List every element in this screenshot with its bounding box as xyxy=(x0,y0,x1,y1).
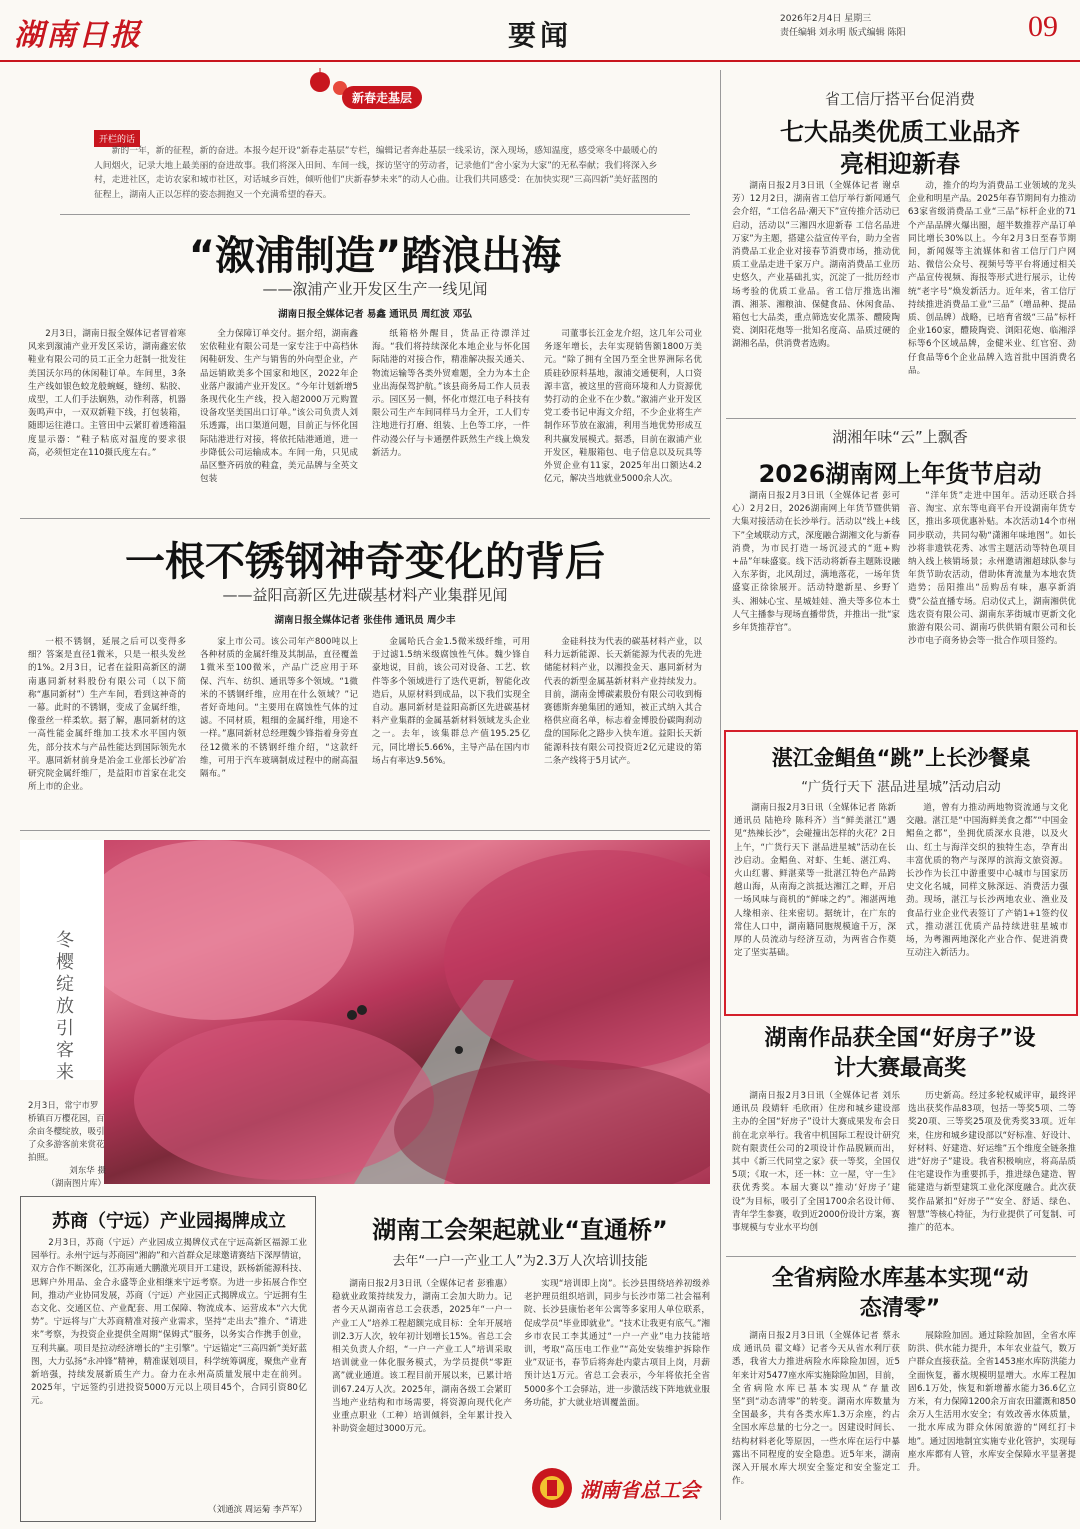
issue-date: 2026年2月4日 星期三 xyxy=(780,14,872,24)
bottom-mid-title: 湖南工会架起就业“直通桥” xyxy=(372,1216,668,1244)
cherry-blossom-photo xyxy=(104,840,710,1184)
article2-title: 一根不锈钢神奇变化的背后 xyxy=(125,539,605,585)
page-number: 09 xyxy=(1028,10,1058,43)
article1-col: 司董事长江金龙介绍，这几年公司业务逐年增长，去年实现销售额1800万美元。“除了拥有全国乃至全世界洲际名优质硅砂原料基地，溆浦交通便利，人口资源丰富，被这里的营商环境和人力资源优势打动的企业不在少数。”溆浦产业开发区党工委书记申海文介绍，不少企业将生产制作环节放在溆浦，利用当地优势形成互利共赢发展模式。据悉，目前在溆浦产业开发区，鞋服箱包、电子信息以及玩具等外贸企业有11家，2025年出口额达4.2亿元，解决当地就业5000余人次。 xyxy=(544,329,702,485)
article1-col: 全力保障订单交付。据介绍，湖南鑫宏依鞋业有限公司是一家专注于中高档休闲鞋研发、生产与销售的外向型企业，产品远销欧美多个国家和地区，2022年企业落户溆浦产业开发区。“今年计划新增5条现代化生产线，投入超2000万元购置设备攻坚美国出口订单。”该公司负责人刘乐透露，出口渠道问题，目前正与怀化国际陆港进行对接，将依托陆港通道，进一步降低公司运输成本。车间一角，只见成品区整齐码放的鞋盒，美元品牌与全英文包装 xyxy=(200,329,358,485)
left-bottom-box xyxy=(20,1196,316,1522)
union-logo xyxy=(530,1458,710,1518)
right2-kicker: 湖湘年味“云”上飘香 xyxy=(832,428,968,446)
photo-credit: 刘东华 摄 xyxy=(69,1166,106,1176)
right1-kicker: 省工信厅搭平台促消费 xyxy=(824,90,975,108)
photo-side-panel xyxy=(20,840,106,1083)
divider xyxy=(60,214,690,215)
photo-source: （湖南图片库） xyxy=(46,1179,106,1189)
intro-tag: 开栏的话 xyxy=(94,130,140,147)
right2-title: 2026湖南网上年货节启动 xyxy=(758,460,1042,488)
right4-col: 历史新高。经过多轮权威评审，最终评选出获奖作品83项，包括一等奖5项、二等奖20项、三等奖25项及优秀奖33项。近年来，住房和城乡建设部以“好标准、好设计、好材料、好建造、好运维”五个维度全链条推进“好房子”建设。我省积极响应，将高品质住宅建设作为重要抓手，推进绿色建造、智能建造与新型建筑工业化深度融合。此次获奖作品紧扣“好房子”“安全、舒适、绿色、智慧”等核心特征，为行业提供了可复制、可推广的范本。 xyxy=(908,1091,1076,1234)
divider xyxy=(20,518,710,519)
column-divider xyxy=(720,70,721,1520)
newspaper-logo: 湖南日报 xyxy=(14,18,142,53)
divider xyxy=(726,418,1076,419)
photo-title: 冬樱绽放引客来 xyxy=(56,930,74,1083)
article1-col: 纸箱格外醒目，货品正待漂洋过海。“我们将持续深化本地企业与怀化国际陆港的对接合作，精准解决报关通关、物流运输等各类外贸难题，全力为本土企业出海保驾护航。”该县商务局工作人员表示。园区另一侧，怀化市煜江电子科技有限公司生产车间同样马力全开，工人们专注地进行打磨、组装、上色等工序，一件件动漫公仔与卡通摆件跃然生产线上焕发新活力。 xyxy=(372,329,530,458)
right1-title: 七大品类优质工业品齐亮相迎新春 xyxy=(780,118,1020,178)
article2-col: 金硅科技为代表的碳基材料产业，以科力远新能源、长天新能源为代表的先进储能材料产业，以湘投金天、惠同新材为代表的新型金属基新材料产业持续发力。目前，湖南金博碳素股份有限公司收到梅赛德斯奔驰集团的通知，被正式纳入其合格供应商名单，标志着金博股份碳陶刹动盘的国际化之路步入快车道。益阳长天新能源科技有限公司投资近2亿元建设的第二条产线将于5月试产。 xyxy=(544,637,702,766)
bottom-mid-col: 湖南日报2月3日讯（全媒体记者 彭雅惠）稳就业政策持续发力，湖南工会加大助力。记者今天从湖南省总工会获悉，2025年“一户一产业工人”培养工程超额完成目标：全年开展培训2.3万人次，较年初计划增长15%。省总工会相关负责人介绍，“一户一产业工人”培训采取培训就业一体化服务模式，为学员提供“零距离”就业通道。该工程目前开展以来，已累计培训67.24万人次。2025年，湖南各级工会紧盯当地产业结构和市场需要，将资源向现代化产业重点职业（工种）培训倾斜，全年累计投入补助资金超过3000万元。 xyxy=(332,1279,512,1435)
divider xyxy=(726,1256,1076,1257)
left-bottom-credit: （刘通滨 周运菊 李芦军） xyxy=(208,1505,307,1515)
article2-byline: 湖南日报全媒体记者 张佳伟 通讯员 周少丰 xyxy=(274,615,456,626)
right4-col: 湖南日报2月3日讯（全媒体记者 刘乐 通讯员 段婧轩 毛欣雨）住房和城乡建设部主办的全国“好房子”设计大赛成果发布会日前在北京举行。我省中机国际工程设计研究院有限责任公司的2项设计作品脱颖而出，其中《新三代同堂之家》获一等奖，全国仅5项；《取一木，还一林：立一屋，守一生》获优秀奖。本届大赛以“推动‘好房子’建设”为目标，吸引了全国1700余名设计师、青年学生参赛，收到近2000份设计方案，赛事规模与专业水平均创 xyxy=(732,1091,900,1234)
intro-text: 新的一年，新的征程，新的奋进。本报今起开设“新春走基层”专栏，编辑记者奔赴基层一线采访，深入现场，感知温度，感受寒冬中最暖心的人间烟火，记录大地上最美丽的奋进故事。我们将深入田间、车间一线，探访坚守的劳动者，记录他们“舍小家为大家”的无私奉献；我们将深入乡村，走进社区，走访农家和城市社区，对话城乡百姓，倾听他们“庆新春梦未来”的动人心曲。让我们共同感受：在加快实现“三高四新”美好蓝图的征程上，湖南人正以怎样的姿态拥抱又一个充满希望的春天。 xyxy=(94,146,658,200)
article1-col: 2月3日，湖南日报全媒体记者冒着寒风来到溆浦产业开发区采访，湖南鑫宏依鞋业有限公司的员工正全力赶制一批发往美国沃尔玛的休闲鞋订单。车间里，3条生产线如银色蛟龙般蜿蜒，缝纫、粘胶、成型，工人们手法娴熟，动作利落，机器轰鸣声中，一双双新鞋下线，打包装箱，随即运往港口。主管田中云紧盯着透箱温度显示器：“鞋子粘底对温度的要求很高，必须恒定在110摄氏度左右。” xyxy=(28,329,186,458)
right2-col: “洋年货”走进中国年。活动还联合抖音、淘宝、京东等电商平台开设湖南年货专区，推出多项优惠补贴。本次活动14个市州同步联动，共同勾勒“潇湘年味地图”。如长沙将非遗铁花秀、冰雪主题活动等特色项目纳入线上核销场景；永州邀请湘超球队参与年货节助农活动，借助体育流量为本地农货造势；岳阳推出“岳购岳有味，惠享新消费”公益直播专场。启动仪式上，湖南湘供优选农资有限公司、湖南东茅街城市更新文化旅游有限公司、湖南巧供供销有限公司和长沙市电子商务协会等一批合作项目签约。 xyxy=(908,491,1076,647)
article2-col: 一根不锈钢，延展之后可以变得多细？答案是直径1微米，只是一根头发丝的1%。2月3日，记者在益阳高新区的湖南惠同新材料股份有限公司（以下简称“惠同新材”）生产车间，看到这神奇的一幕。此时的不锈钢，变成了金属纤维，像蚕丝一样柔软。据了解，惠同新材的这一高性能金属纤维加工技术水平国内领先，部分技术与产品性能达到国际领先水平。惠同新材前身是冶金工业部长沙矿冶研究院金属纤维厂，是益阳市首家在北交所上市的企业。 xyxy=(28,637,186,793)
photo-caption: 2月3日，常宁市罗桥镇百万樱花园，百余亩冬樱绽放，吸引了众多游客前来赏花拍照。 xyxy=(28,1101,105,1163)
right5-col: 湖南日报2月3日讯（全媒体记者 蔡永成 通讯员 翟文峰）记者今天从省水利厅获悉，我省大力推进病险水库除险加固，近5年来计对5477座水库实施除险加固，目前，全省病险水库已基本实现从“存量改坚”到“动态清零”的转变。湖南水库数量为全国最多，共有各类水库1.3万余座，约占全国水库总量的七分之一。因建设时间长、结构材料老化等原因，一些水库在运行中暴露出不同程度的安全隐患。近5年来，湖南深入开展水库大坝安全鉴定和安全鉴定工作。 xyxy=(732,1331,900,1487)
union-logo-text: 湖南省总工会 xyxy=(580,1478,700,1502)
article1-subtitle: ——溆浦产业开发区生产一线见闻 xyxy=(262,280,488,298)
right1-col: 动，推介的均为消费品工业领域的龙头企业和明星产品。2025年春节期间有力推动63家省级消费品工业“三品”标杆企业的71个产品品牌火爆出圈，超半数推荐产品订单同比增长30%以上。今年2月3日至春节期间，新闻媒等主流媒体和省工信厅门户网站、微信公众号、视频号等平台将通过相关产品宣传视频、海报等形式进行展示，让传统“老字号”焕发新活力。近年来，省工信厅持续推进消费品工业“三品”（增品种、提品质、创品牌）战略，已培育省级“三品”标杆企业160家，醴陵陶瓷、浏阳花炮、临湘浮标等6个区域品牌，金健米业、红官窑、劲仔食品等6个企业品牌入选首批中国消费名品。 xyxy=(908,181,1076,376)
article1-title: “溆浦制造”踏浪出海 xyxy=(188,233,562,279)
right3-title: 湛江金鲳鱼“跳”上长沙餐桌 xyxy=(771,746,1031,770)
right2-col: 湖南日报2月3日讯（全媒体记者 彭可心）2月2日，2026湖南网上年货节暨供销大集对接活动在长沙举行。活动以“线上+线下”全域联动方式，深度融合湖湘文化与新春消费，为市民打造一场沉浸式的“逛+购+品”年味盛宴。线下活动将新春主题陈设融入东茅街，北风刮过，满地落花，一场年货盛宴正徐徐展开。活动特邀新星、乡野丫头、湘妹心宝、星城娃娃、渔夫等多位本土人气主播参与现场直播带货，并推出一批“家乡年货推荐官”。 xyxy=(732,491,900,634)
article1-byline: 湖南日报全媒体记者 易鑫 通讯员 周红波 邓弘 xyxy=(278,309,472,320)
union-emblem-icon xyxy=(530,1466,574,1510)
right3-subtitle: “广货行天下 湛品进星城”活动启动 xyxy=(801,780,1001,795)
right4-title: 湖南作品获全国“好房子”设计大赛最高奖 xyxy=(764,1026,1036,1081)
left-bottom-body: 2月3日，苏商（宁远）产业园成立揭牌仪式在宁远高新区福源工业园举行。永州宁远与苏商园“湘韵”和六首群众足球邀请赛结下深厚情谊，双方合作不断深化，江苏南通大鹏激光项目开工建设，跃杨新能源科技、思辉户外用品、金合永盛等企业相继来宁远考察。为进一步拓展合作空间，推动产业协同发展，苏商（宁远）产业园正式揭牌成立。宁远拥有生态文化、交通区位、产业配套、用工保障、物流成本、运营成本“六大优势”。宁远将与广大苏商精准对接产业需求，坚持“走出去”推介、“请进来”考察，为投资企业提供全周期“保姆式”服务，以务实合作携手创业，互利共赢。项目是拉动经济增长的“主引擎”。宁远锚定“三高四新”美好蓝图，大力弘扬“永冲锋”精神，精准谋划项目，科学统筹调度，聚焦产业育新培强，持续发展新质生产力。奋力在永州高质量发展中走在前列。2025年，宁远签约引进投资5000万元以上项目45个，合同引资80亿元。 xyxy=(31,1238,307,1407)
highlighted-article xyxy=(724,730,1078,1016)
editors: 责任编辑 刘永明 版式编辑 陈阳 xyxy=(780,28,906,38)
right3-col: 湖南日报2月3日讯（全媒体记者 陈新 通讯员 陆艳玲 陈科齐）当“鲜美湛江”遇见“热辣长沙”，会碰撞出怎样的火花？2日上午，“广货行天下 湛品进星城”活动在长沙启动。金鲳鱼、对虾、生蚝、湛江鸡、火山红薯、鲜湛菜等一批湛江特色产品跨越山海，从南海之滨抵达湘江之畔，开启一场风味与商机的“鲜味之约”。湘湛两地人缘相亲、往来密切。据统计，在广东的常住人口中，湖南籍同胞规模逾千万，深厚的人员流动与经济互动，为两省合作奠定了坚实基础。 xyxy=(734,803,896,959)
right5-title: 全省病险水库基本实现“动态清零” xyxy=(771,1266,1029,1321)
right5-col: 展除险加固。通过除险加固，全省水库防洪、供水能力提升，本年农业益气，数万户群众直接获益。全省1453座水库防洪能力全面恢复，蓄水规模明显增大。水库工程加固6.1万处，恢复和新增蓄水能力36.6亿立方米，有力保障1200余万亩农田灌溉和850余万人生活用水安全；有效改善水体质量，一批水库成为群众休闲旅游的“网红打卡地”。通过因地制宜实施专业化管护，实现每座水库都有人管，水库安全保障水平显著提升。 xyxy=(908,1331,1076,1474)
article2-col: 家上市公司。该公司年产800吨以上各种材质的金属纤维及其制品，直径覆盖1微米至100微米，产品广泛应用于环保、汽车、纺织、通讯等多个领域。“1微米的不锈钢纤维，应用在什么领域？”记者好奇地问。“主要用在腐蚀性气体的过滤。不同材质，粗细的金属纤维，用途不一样。”惠同新材总经理魏少锋指着身旁直径12微米的不锈钢纤维介绍，“这款纤维，可用于汽车玻璃制成过程中的耐高温隔布。” xyxy=(200,637,358,780)
right1-col: 湖南日报2月3日讯（全媒体记者 谢卓芳）12月2日，湖南省工信厅举行新闻通气会介绍，“工信名品·潮天下”宣传推介活动已启动，活动以“三湘四水迎新春 工信名品进万家”为主题，搭建公益宣传平台，助力全省消费品工业企业对接春节消费市场，推动优质工业品走进千家万户。湖南消费品工业历史悠久，产业基础扎实，沉淀了一批历经市场考验的优质工业品。省工信厅推选出湘酒、湘茶、湘粮油、保健食品、休闲食品、箱包七大品类，重点筛选安化黑茶、醴陵陶瓷、浏阳花炮等一批知名度高、品质过硬的湖湘名品，供消费者选购。 xyxy=(732,181,900,350)
article2-col: 金属哈氏合金1.5微米级纤维，可用于过滤1.5纳米级腐蚀性气体。魏少锋自豪地说，目前，该公司对设备、工艺、软件等多个领域进行了迭代更新，智能化改造后，从原材料到成品，以下我们实现全自动。惠同新材是益阳高新区先进碳基材料产业集群的金属基新材料领域龙头企业之一。去年，该集群总产值195.25亿元，同比增长5.66%，主导产品在国内市场占有率达9.56%。 xyxy=(372,637,530,766)
issue-meta xyxy=(780,12,906,40)
photo-illustration xyxy=(104,840,710,1184)
article2-subtitle: ——益阳高新区先进碳基材料产业集群见闻 xyxy=(222,586,508,604)
divider xyxy=(20,830,710,831)
right3-col: 道，曾有力推动两地物资流通与文化交融。湛江是“中国海鲜美食之都”“中国金鲳鱼之都”，坐拥优质深水良港，以及火山、红土与海洋交织的独特生态，孕育出丰富优质的物产与深厚的滨海文旅资源。长沙作为长江中游重要中心城市与国家历史文化名城，同样文脉深远、消费活力强劲。现场，湛江与长沙两地农业、渔业及食品行业企业代表签订了产销1+1签约仪式，推动湛江优质产品持续进驻星城市场，为粤湘两地深化产业合作、促进消费互动注入新活力。 xyxy=(906,803,1068,959)
feature-badge: 新春走基层 xyxy=(342,86,422,109)
section-title: 要闻 xyxy=(508,19,573,52)
bottom-mid-subtitle: 去年“一户一产业工人”为2.3万人次培训技能 xyxy=(392,1254,648,1269)
bottom-mid-col: 实现“培训即上岗”。长沙县围绕培养初级养老护理员组织培训，同步与长沙市第二社会福利院、长沙县康怡老年公寓等多家用人单位联系，促成学员“毕业即就业”。“技术让我更有底气。”湘乡市农民工李其通过“一户一产业”电力技能培训，考取“高压电工作业”“高处安装维护拆除作业”双证书，春节后将奔赴内蒙古项目上岗，月薪预计达1万元。省总工会表示，今年将依托全省5000多个工会驿站，进一步激活线下阵地就业服务功能，扩大就业培训覆盖面。 xyxy=(524,1279,710,1408)
masthead xyxy=(0,0,1080,62)
photo-caption-block xyxy=(28,1100,106,1191)
left-bottom-title: 苏商（宁远）产业园揭牌成立 xyxy=(52,1211,286,1232)
